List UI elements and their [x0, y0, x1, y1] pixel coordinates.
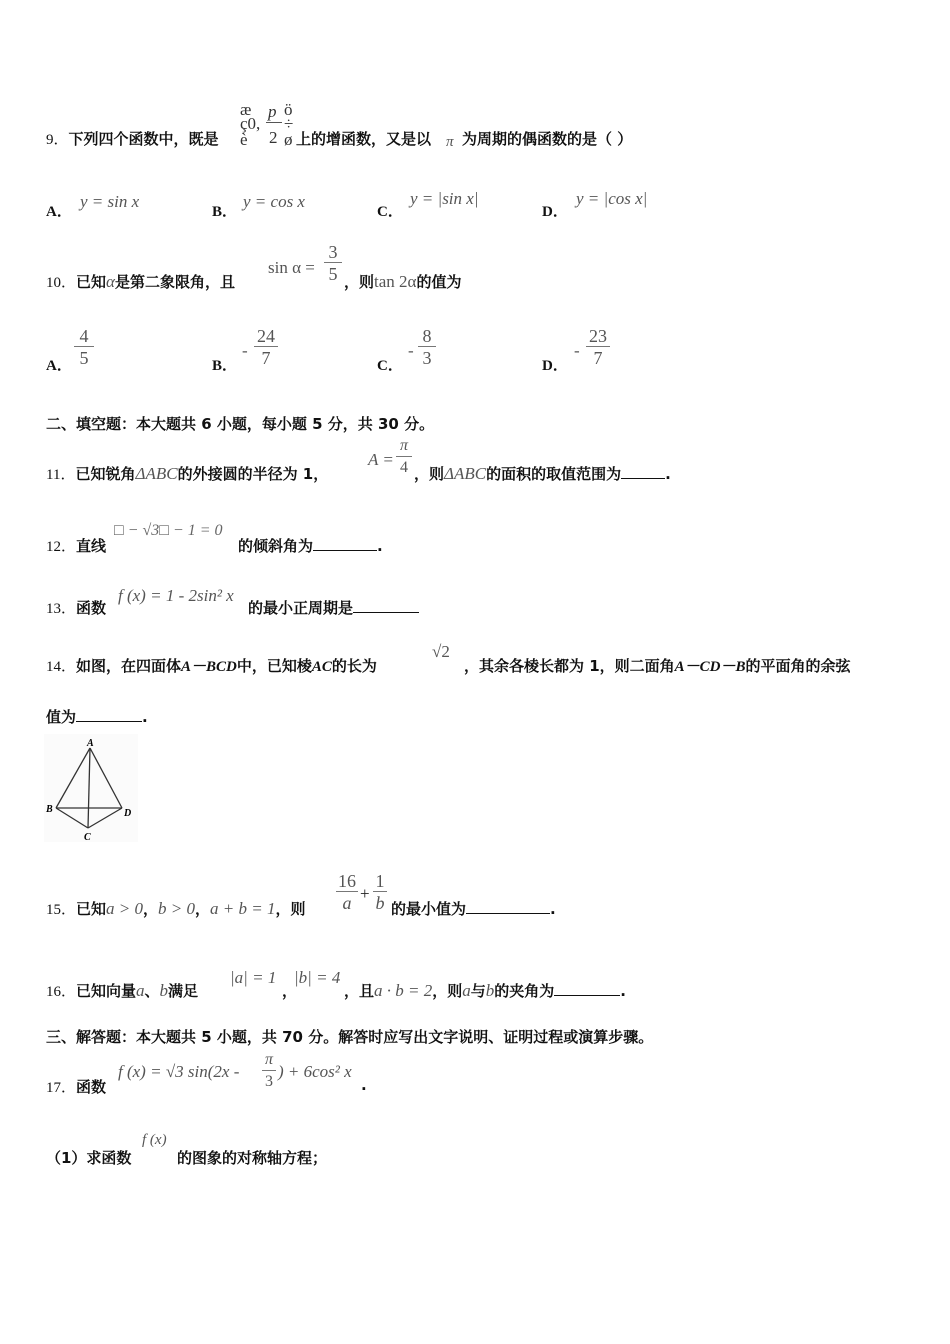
- q15-cond-3: a + b = 1: [210, 899, 276, 918]
- frac-num: 16: [338, 871, 356, 891]
- frac-den: 5: [74, 346, 94, 369]
- q15-plus: +: [360, 884, 370, 903]
- q11-triangle: ΔABC: [135, 464, 178, 483]
- q15-number: 15．: [46, 902, 77, 918]
- q9-stem: [46, 128, 219, 149]
- q17-text-a: 函数: [76, 1078, 107, 1096]
- q15-answer-blank[interactable]: [466, 899, 550, 914]
- q17-end: .: [361, 1076, 367, 1094]
- q14-text-a: 如图，在四面体: [76, 657, 182, 675]
- q13-number: 13．: [46, 601, 77, 617]
- q10-option-b[interactable]: [212, 354, 237, 375]
- q17-part1-b: [177, 1147, 327, 1168]
- q9-interval-glyph: ø: [284, 130, 293, 149]
- q9-option-expr: y = cos x: [243, 192, 305, 211]
- q9-pi: π: [446, 134, 454, 150]
- q11-text-a: 已知锐角: [75, 465, 136, 483]
- q12-end: .: [377, 537, 383, 555]
- q16-text-f: 的夹角为: [494, 982, 555, 1000]
- q9-stem-b: [296, 128, 431, 149]
- frac-den: b: [373, 891, 387, 914]
- vertex-label-d: D: [124, 808, 132, 819]
- q16-number: 16．: [46, 984, 77, 1000]
- q9-interval-glyph: æ: [240, 100, 252, 119]
- q10-option-a-frac: [74, 326, 94, 369]
- q9-interval-glyph: è: [240, 130, 248, 149]
- q10-sin-den: 5: [324, 262, 342, 285]
- q16-text-b: 满足: [168, 982, 199, 1000]
- frac-num: π: [264, 1051, 273, 1068]
- q10-stem-c: [344, 271, 461, 292]
- q9-text-b: 上的增函数，又是以: [296, 130, 432, 148]
- q14-end: .: [142, 708, 148, 726]
- q11-stem-c: [414, 463, 671, 484]
- q10-tan: tan 2α: [374, 272, 417, 291]
- q9-option-expr: y = sin x: [80, 192, 140, 211]
- q14-text-d: ，其余各棱长都为 1，则二面角: [464, 657, 675, 675]
- q9-option-expr: y = |cos x|: [576, 189, 648, 208]
- q14-stem-d: [464, 655, 851, 676]
- q9-text-a: 下列四个函数中，既是: [68, 130, 219, 148]
- q10-text-b: 是第二象限角，且: [114, 273, 235, 291]
- q15-text-a: 已知: [76, 900, 107, 918]
- q17-part1-text: 的图象的对称轴方程；: [177, 1149, 328, 1167]
- q11-angle-frac: [396, 436, 412, 479]
- section-2-heading: 二、填空题：本大题共 6 小题，每小题 5 分，共 30 分。: [46, 415, 435, 433]
- q16-vector-b: b: [159, 981, 169, 1000]
- q9-option-expr: y = |sin x|: [410, 189, 479, 208]
- frac-den: 4: [396, 456, 412, 479]
- q16-end: .: [620, 982, 626, 1000]
- q16-cond-3: a · b = 2: [374, 981, 433, 1000]
- q11-stem: [46, 463, 328, 484]
- q12-answer-blank[interactable]: [313, 536, 377, 551]
- q11-angle-label: A =: [368, 450, 394, 469]
- q14-tetrahedron: A－BCD: [181, 659, 237, 675]
- q9-interval-bar: [266, 122, 282, 123]
- frac-num: 8: [422, 326, 432, 346]
- frac-den: 7: [254, 346, 278, 369]
- q11-text-c: ，则: [414, 465, 445, 483]
- q16-text-c: ，且: [344, 982, 375, 1000]
- q9-option-label: B．: [212, 204, 238, 220]
- q17-number: 17．: [46, 1080, 77, 1096]
- frac-den: 7: [586, 346, 610, 369]
- q10-sin-label: sin α =: [268, 258, 315, 277]
- q9-option-label: C．: [377, 204, 403, 220]
- q10-option-label: B．: [212, 358, 238, 374]
- q15-frac-1: [336, 871, 358, 914]
- q11-end: .: [665, 465, 671, 483]
- q16-text-a: 已知向量: [76, 982, 137, 1000]
- q16-cond-1: |a| = 1: [230, 968, 277, 987]
- q9-stem-c: [462, 128, 632, 149]
- q9-interval: [238, 98, 298, 154]
- vertex-label-a: A: [87, 738, 94, 749]
- q13-text-a: 函数: [76, 599, 107, 617]
- q17-stem: [46, 1076, 106, 1097]
- q10-option-label: C．: [377, 358, 403, 374]
- q14-answer-blank[interactable]: [76, 707, 142, 722]
- q14-sqrt: √2: [432, 642, 450, 661]
- q13-text-b: 的最小正周期是: [248, 599, 354, 617]
- q9-option-label: D．: [542, 204, 568, 220]
- q9-option-a[interactable]: [46, 200, 72, 221]
- q10-text-a: 已知: [76, 273, 107, 291]
- frac-num: π: [399, 437, 408, 454]
- q9-interval-glyph: ö: [284, 100, 293, 119]
- q11-text-d: 的面积的取值范围为: [486, 465, 622, 483]
- q13-answer-blank[interactable]: [353, 598, 419, 613]
- frac-num: 4: [79, 326, 89, 346]
- q15-sep: ，: [195, 900, 211, 918]
- q15-text-c: 的最小值为: [391, 900, 467, 918]
- q10-stem: [46, 271, 235, 292]
- q16-stem-c: [344, 980, 626, 1001]
- section-3-heading: 三、解答题：本大题共 5 小题，共 70 分。解答时应写出文字说明、证明过程或演算步骤。: [46, 1028, 654, 1046]
- q15-stem: [46, 898, 306, 919]
- q10-text-d: 的值为: [416, 273, 462, 291]
- q9-interval-p: p: [268, 102, 277, 121]
- q10-option-d[interactable]: [542, 354, 568, 375]
- q14-stem-f: [46, 706, 148, 727]
- q10-option-label: D．: [542, 358, 568, 374]
- q15-stem-c: [391, 898, 556, 919]
- q9-text-c: 为周期的偶函数的是（ ）: [462, 130, 633, 148]
- q16-vector-b: b: [485, 981, 495, 1000]
- q16-text-d: ，则: [432, 982, 463, 1000]
- vertex-label-b: B: [46, 804, 53, 815]
- q17-part1-label: （1）求函数: [46, 1149, 132, 1167]
- q12-stem: [46, 535, 106, 556]
- q10-sin-fraction: [324, 242, 342, 285]
- frac-den: 3: [418, 346, 436, 369]
- q15-text-b: ，则: [275, 900, 306, 918]
- q9-interval-glyph: ÷: [284, 114, 294, 133]
- q9-interval-glyph: ç0,: [240, 114, 261, 133]
- frac-num: 1: [375, 871, 385, 891]
- q17-frac: [262, 1050, 276, 1093]
- q15-cond-1: a > 0: [106, 899, 144, 918]
- q10-option-sign: -: [408, 341, 414, 360]
- q17-function-a: f (x) = √3 sin(2x -: [118, 1062, 240, 1081]
- q13-function: f (x) = 1 - 2sin² x: [118, 586, 234, 605]
- q12-line-equation: □ − √3□ − 1 = 0: [114, 522, 223, 539]
- q15-frac-2: [373, 871, 387, 914]
- q9-option-label: A．: [46, 204, 72, 220]
- frac-num: 23: [589, 326, 607, 346]
- q10-option-c-frac: [418, 326, 436, 369]
- q16-cond-2: |b| = 4: [294, 968, 341, 987]
- q9-interval-two: 2: [269, 128, 278, 147]
- q10-sin-num: 3: [328, 242, 338, 262]
- q11-triangle: ΔABC: [444, 464, 487, 483]
- q17-function-b: ) + 6cos² x: [278, 1062, 352, 1081]
- q11-text-b: 的外接圆的半径为 1，: [177, 465, 329, 483]
- q17-part1: [46, 1147, 131, 1168]
- q10-option-c[interactable]: [377, 354, 403, 375]
- q10-option-label: A．: [46, 358, 72, 374]
- q10-alpha: α: [106, 272, 115, 291]
- q9-option-d[interactable]: [542, 200, 568, 221]
- q15-sep: ，: [143, 900, 159, 918]
- q14-text-f: 值为: [46, 708, 77, 726]
- q14-number: 14．: [46, 659, 77, 675]
- q14-text-e: 的平面角的余弦: [745, 657, 851, 675]
- q14-text-c: 的长为: [331, 657, 377, 675]
- q17-part1-func: f (x): [142, 1132, 167, 1148]
- q10-option-d-frac: [586, 326, 610, 369]
- q11-number: 11．: [46, 467, 76, 483]
- q16-sep: 、: [144, 982, 160, 1000]
- q10-option-a[interactable]: [46, 354, 72, 375]
- q16-vector-a: a: [462, 981, 471, 1000]
- q14-stem: [46, 655, 377, 676]
- q10-option-b-frac: [254, 326, 278, 369]
- q12-stem-b: [238, 535, 383, 556]
- q13-stem: [46, 597, 106, 618]
- frac-den: a: [336, 891, 358, 914]
- vertex-label-c: C: [84, 832, 91, 842]
- q10-text-c: ，则: [344, 273, 375, 291]
- q14-text-b: 中，已知棱: [236, 657, 312, 675]
- q16-sep: ，: [282, 982, 298, 1000]
- frac-num: 24: [257, 326, 275, 346]
- q14-tetrahedron-figure: [44, 734, 138, 842]
- q10-option-sign: -: [574, 341, 580, 360]
- frac-den: 3: [262, 1070, 276, 1093]
- q15-end: .: [550, 900, 556, 918]
- q16-text-e: 与: [470, 982, 486, 1000]
- q9-option-b[interactable]: [212, 200, 237, 221]
- q16-answer-blank[interactable]: [554, 981, 620, 996]
- q13-stem-b: [248, 597, 419, 618]
- q12-text-b: 的倾斜角为: [238, 537, 314, 555]
- q14-dihedral: A－CD－B: [674, 659, 746, 675]
- q10-number: 10．: [46, 275, 77, 291]
- q14-edge: AC: [311, 659, 332, 675]
- q9-number: 9．: [46, 132, 69, 148]
- q11-answer-blank[interactable]: [621, 464, 665, 479]
- q15-cond-2: b > 0: [158, 899, 196, 918]
- q12-text-a: 直线: [76, 537, 107, 555]
- q10-option-sign: -: [242, 341, 248, 360]
- q16-vector-a: a: [136, 981, 145, 1000]
- q16-stem: [46, 980, 198, 1001]
- q12-number: 12．: [46, 539, 77, 555]
- q9-option-c[interactable]: [377, 200, 403, 221]
